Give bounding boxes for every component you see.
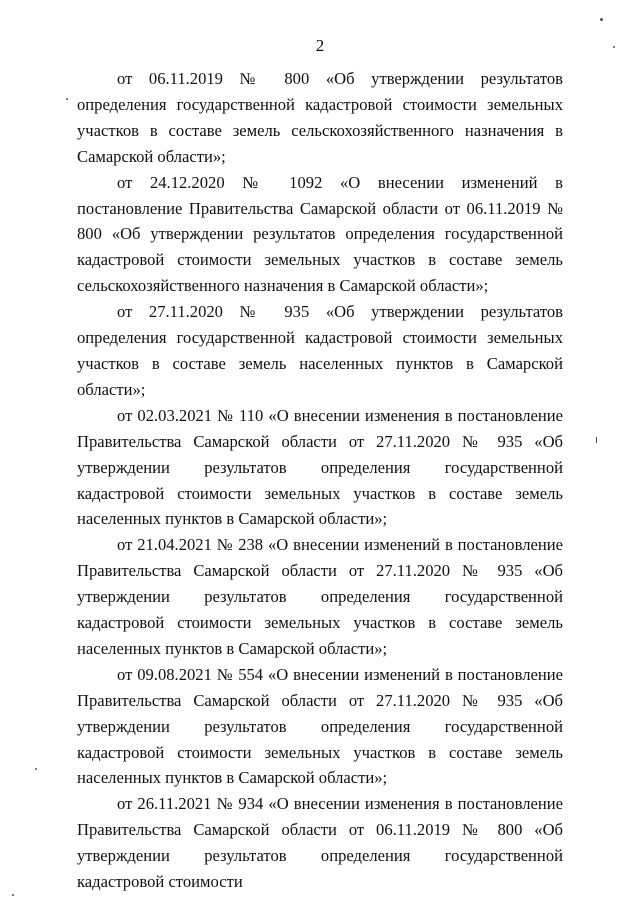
paragraph: от 02.03.2021 № 110 «О внесении изменения в постановление Правительства Самарской области от 27.11.2020 № 935 «Об утверждении результатов определения государственной кадастровой стоимости земельных участков в составе земель населенных пунктов в Самарской области»; [77, 405, 563, 529]
scan-speck [600, 18, 603, 21]
scan-speck [66, 98, 68, 100]
paragraph: от 21.04.2021 № 238 «О внесении изменений в постановление Правительства Самарской области от 27.11.2020 № 935 «Об утверждении результатов определения государственной кадастровой стоимости земельных участков в составе земель населенных пунктов в Самарской области»; [77, 535, 563, 658]
scan-speck [596, 437, 597, 443]
page-number: 2 [315, 36, 325, 55]
document-body [77, 66, 563, 895]
paragraph: от 06.11.2019 № 800 «Об утверждении результатов определения государственной кадастровой стоимости земельных участков в составе земель сельскохозяйственного назначения в Самарской области»; [77, 69, 563, 166]
paragraph: от 26.11.2021 № 934 «О внесении изменения в постановление Правительства Самарской области от 06.11.2019 № 800 «Об утверждении результатов определения государственной кадастровой стоимости [77, 794, 563, 892]
scan-speck [12, 894, 14, 896]
scan-speck [613, 46, 615, 48]
paragraph: от 27.11.2020 № 935 «Об утверждении результатов определения государственной кадастровой стоимости земельных участков в составе земель населенных пунктов в Самарской области»; [77, 302, 563, 399]
scan-speck [35, 768, 37, 770]
paragraph: от 09.08.2021 № 554 «О внесении изменений в постановление Правительства Самарской области от 27.11.2020 № 935 «Об утверждении результатов определения государственной кадастровой стоимости земельных участков в составе земель населенных пунктов в Самарской области»; [77, 664, 563, 788]
paragraph: от 24.12.2020 № 1092 «О внесении изменений в постановление Правительства Самарской области от 06.11.2019 № 800 «Об утверждении результатов определения государственной кадастровой стоимости земельных участков в составе земель сельскохозяйственного назначения в Самарской области»; [77, 172, 563, 296]
